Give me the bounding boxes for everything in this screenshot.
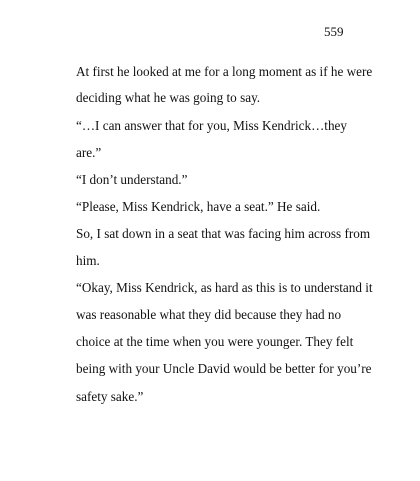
text-line: So, I sat down in a seat that was facing him across from: [76, 226, 371, 241]
text-line: safety sake.”: [76, 389, 144, 404]
text-line: “I don’t understand.”: [76, 172, 188, 187]
text-line: At first he looked at me for a long moment as if he were: [76, 64, 373, 79]
text-line: him.: [76, 253, 100, 268]
text-line: “…I can answer that for you, Miss Kendrick…they: [76, 118, 348, 133]
text-line: “Please, Miss Kendrick, have a seat.” He said.: [76, 199, 321, 214]
text-line: deciding what he was going to say.: [76, 90, 261, 105]
text-line: “Okay, Miss Kendrick, as hard as this is to understand it: [76, 280, 373, 295]
text-line: being with your Uncle David would be better for you’re: [76, 361, 372, 376]
text-line: choice at the time when you were younger. They felt: [76, 334, 354, 349]
text-line: are.”: [76, 145, 102, 160]
text-line: was reasonable what they did because they had no: [76, 307, 342, 322]
page-number: 559: [324, 24, 344, 39]
